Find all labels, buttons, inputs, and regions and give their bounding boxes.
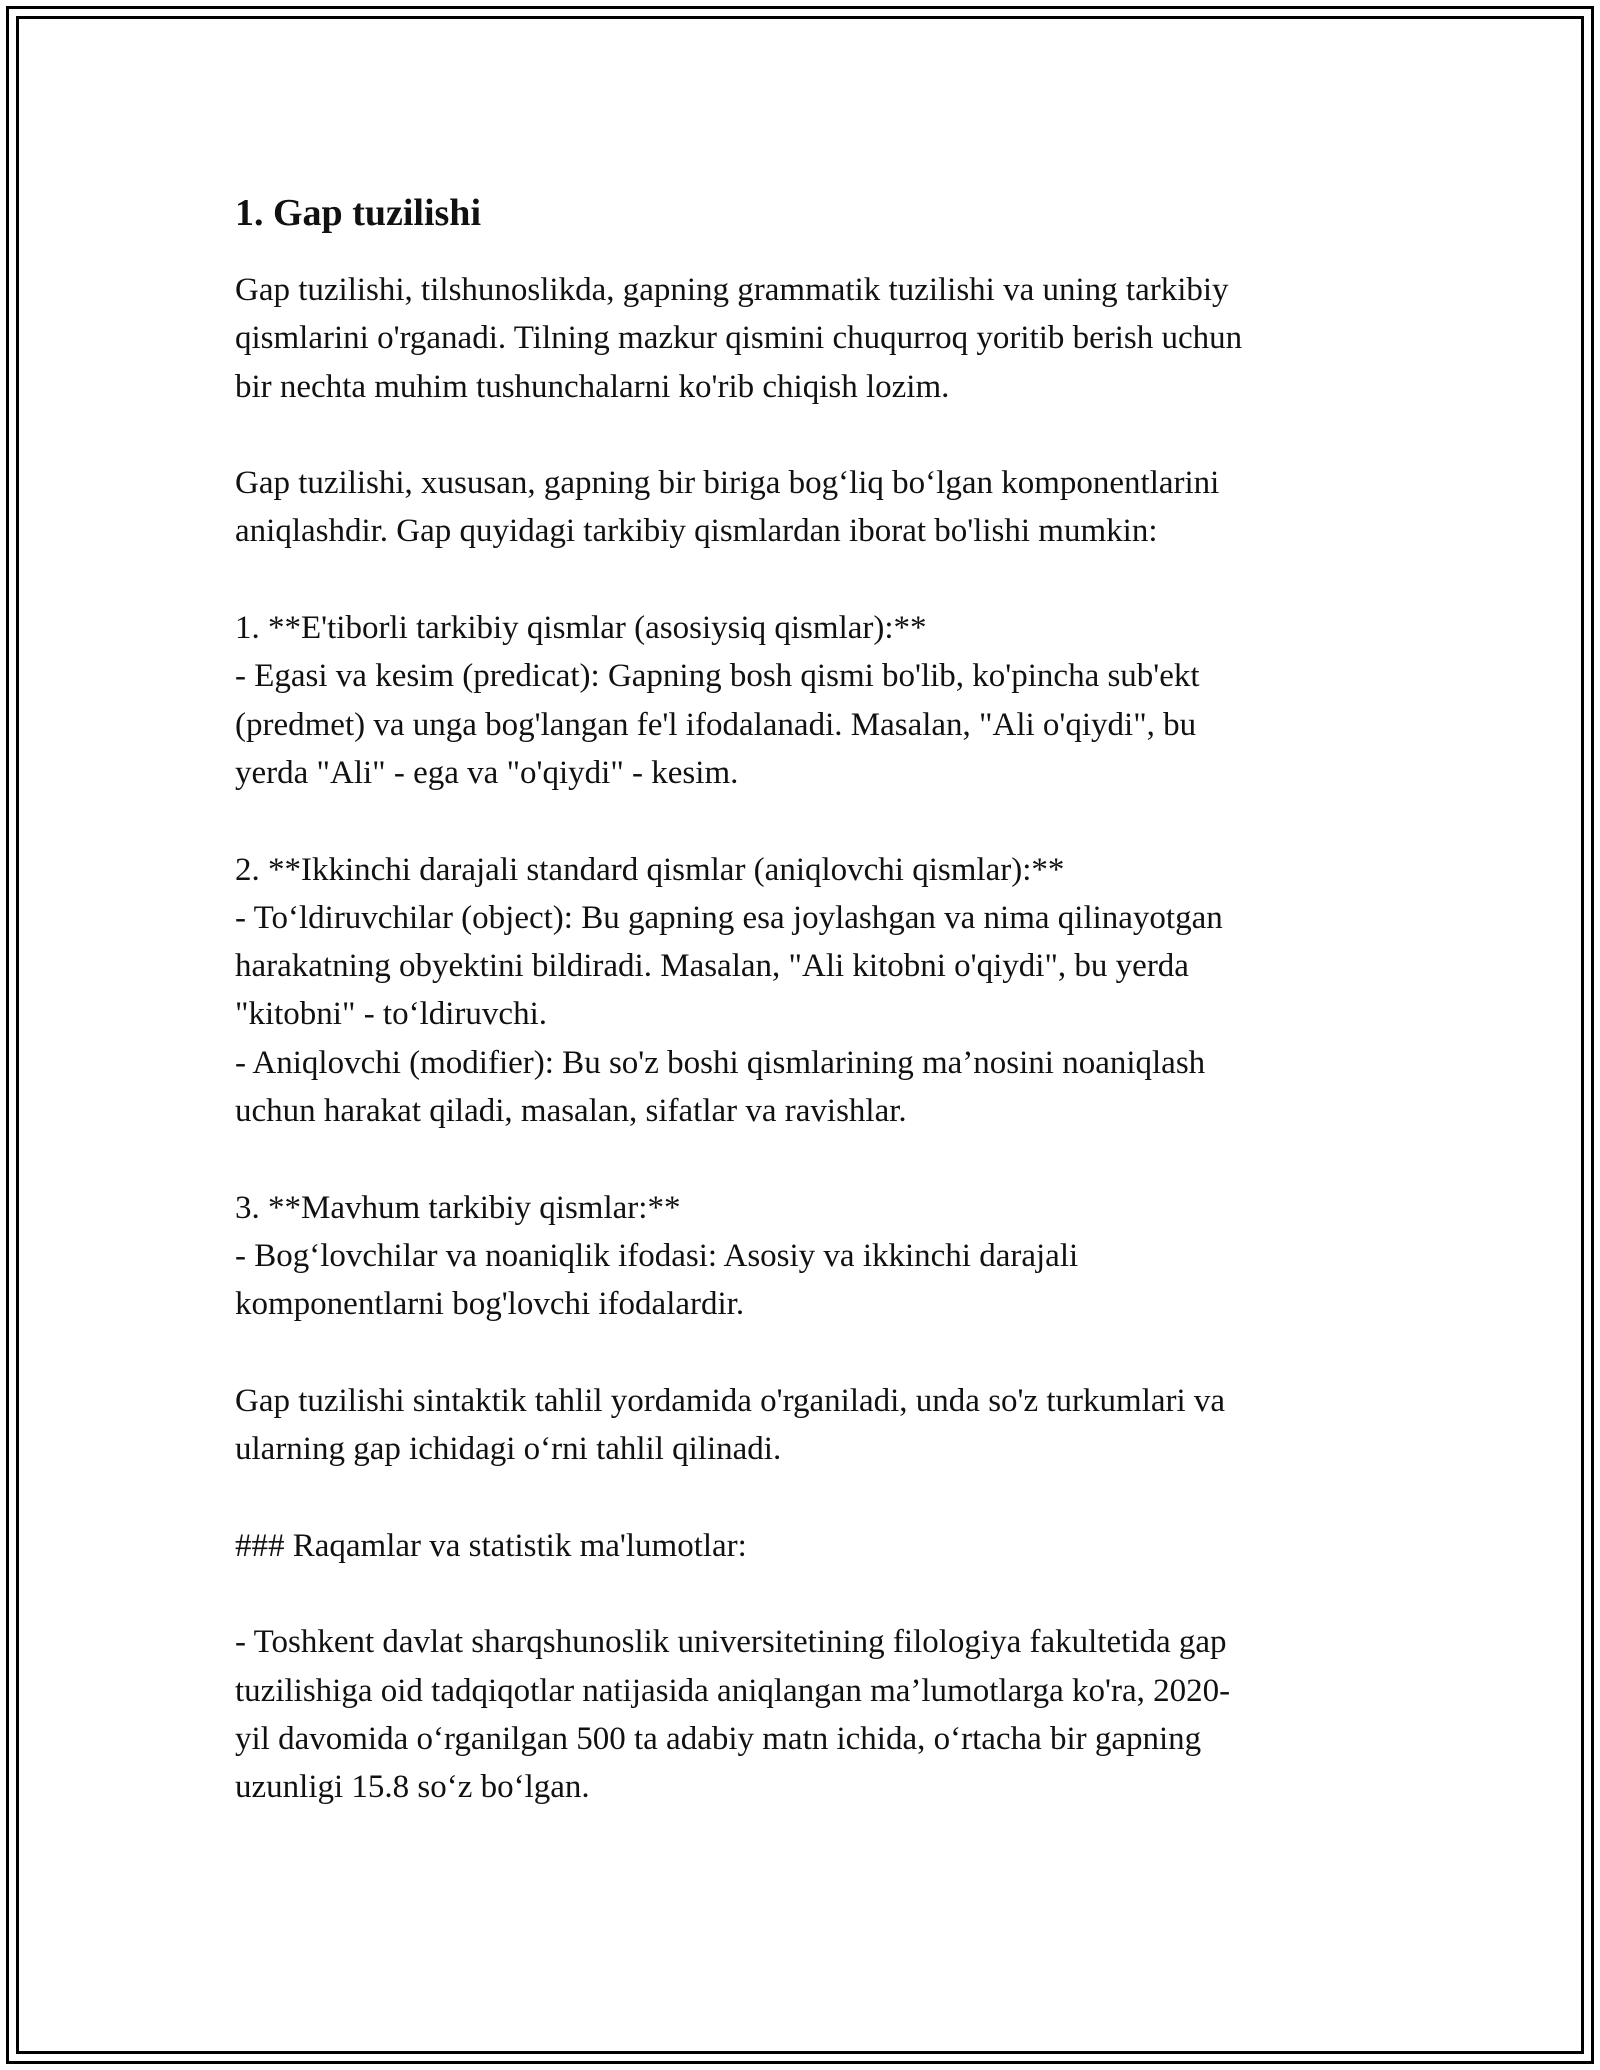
document-body: [235, 188, 1375, 1812]
paragraph-statistics: - Toshkent davlat sharqshunoslik universitetining filologiya fakultetida gap tuzilishiga oid tadqiqotlar natijasida aniqlangan ma’lumotlarga ko'ra, 2020- yil davomida o‘rganilgan 500 ta adabiy matn ichida, o‘rtacha bir gapning uzunligi 15.8 so‘z bo‘lgan.: [235, 1624, 1231, 1806]
paragraph-components: Gap tuzilishi, xususan, gapning bir biriga bog‘liq bo‘lgan komponentlarini aniqlashdir. Gap quyidagi tarkibiy qismlardan iborat bo'lishi mumkin:: [235, 465, 1220, 550]
subheading-statistics: ### Raqamlar va statistik ma'lumotlar:: [235, 1527, 747, 1564]
list-item-secondary-parts: 2. **Ikkinchi darajali standard qismlar (aniqlovchi qismlar):** - To‘ldiruvchilar (object): Bu gapning esa joylashgan va nima qilinayotgan harakatning obyektini bildiradi. Masalan, "Ali kitobni o'qiydi", bu yerda "kitobni" - to‘ldiruvchi. - Aniqlovchi (modifier): Bu so'z boshi qismlarining ma’nosini noaniqlash uchun harakat qiladi, masalan, sifatlar va ravishlar.: [235, 851, 1223, 1130]
section-heading: 1. Gap tuzilishi: [235, 192, 481, 234]
list-item-abstract-parts: 3. **Mavhum tarkibiy qismlar:** - Bog‘lovchilar va noaniqlik ifodasi: Asosiy va ikkinchi darajali komponentlarni bog'lovchi ifodalardir.: [235, 1189, 1079, 1323]
paragraph-intro: Gap tuzilishi, tilshunoslikda, gapning grammatik tuzilishi va uning tarkibiy qismlarini o'rganadi. Tilning mazkur qismini chuqurroq yoritib berish uchun bir nechta muhim tushunchalarni ko'rib chiqish lozim.: [235, 272, 1243, 405]
list-item-main-parts: 1. **E'tiborli tarkibiy qismlar (asosiysiq qismlar):** - Egasi va kesim (predicat): Gapning bosh qismi bo'lib, ko'pincha sub'ekt (predmet) va unga bog'langan fe'l ifodalanadi. Masalan, "Ali o'qiydi", bu yerda "Ali" - ega va "o'qiydi" - kesim.: [235, 610, 1200, 791]
paragraph-syntactic-analysis: Gap tuzilishi sintaktik tahlil yordamida o'rganiladi, unda so'z turkumlari va ularning gap ichidagi o‘rni tahlil qilinadi.: [235, 1382, 1226, 1468]
